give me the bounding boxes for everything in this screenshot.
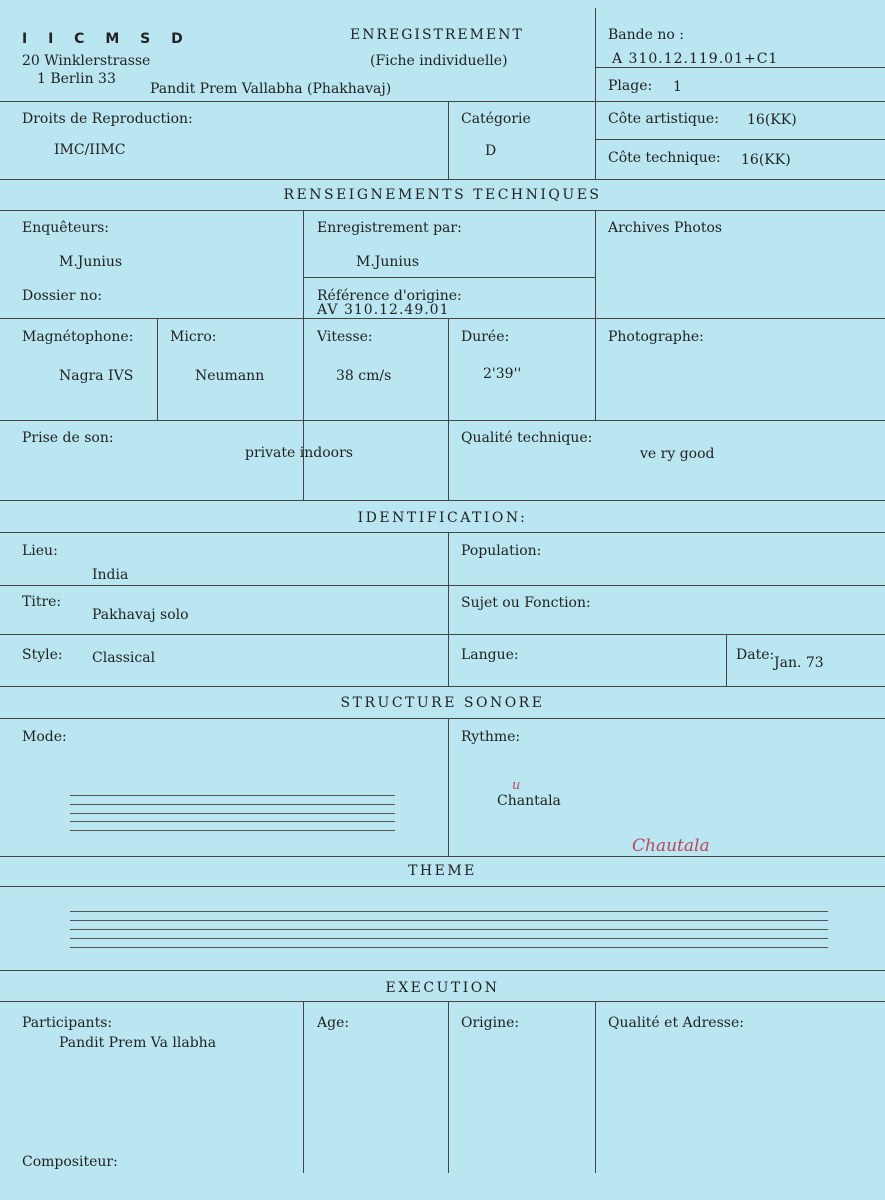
divider: [595, 8, 596, 179]
blank-line: [70, 804, 395, 805]
section-title-identification: IDENTIFICATION:: [357, 510, 528, 526]
section-title-execution: EXECUTION: [385, 980, 500, 996]
categorie-value: D: [485, 143, 497, 159]
micro-value: Neumann: [195, 368, 265, 384]
categorie-label: Catégorie: [461, 111, 531, 127]
enqueteurs-label: Enquêteurs:: [22, 220, 110, 236]
divider: [448, 318, 449, 500]
enregistrement-par-label: Enregistrement par:: [317, 220, 462, 236]
address-city: 1 Berlin 33: [37, 71, 116, 87]
duree-label: Durée:: [461, 329, 510, 345]
sujet-fonction-label: Sujet ou Fonction:: [461, 595, 591, 611]
rythme-handwritten: Chautala: [632, 836, 710, 856]
reference-value: AV 310.12.49.01: [317, 302, 450, 318]
age-label: Age:: [317, 1015, 350, 1031]
divider: [595, 1001, 596, 1173]
date-value: Jan. 73: [774, 655, 824, 671]
enregistrement-par-value: M.Junius: [356, 254, 420, 270]
vitesse-label: Vitesse:: [317, 329, 373, 345]
divider: [448, 718, 449, 856]
duree-value: 2'39'': [483, 366, 522, 382]
qualite-technique-value: ve ry good: [640, 446, 715, 462]
langue-label: Langue:: [461, 647, 519, 663]
blank-line: [70, 821, 395, 822]
prise-de-son-value: private indoors: [245, 445, 353, 461]
blank-line: [70, 938, 828, 939]
divider: [0, 318, 885, 319]
divider: [0, 420, 885, 421]
divider: [595, 67, 885, 68]
divider: [0, 179, 885, 180]
date-label: Date:: [736, 647, 775, 663]
divider: [0, 532, 885, 533]
rythme-correction: u: [512, 778, 521, 793]
blank-line: [70, 813, 395, 814]
droits-label: Droits de Reproduction:: [22, 111, 193, 127]
photographe-label: Photographe:: [608, 329, 704, 345]
divider: [0, 210, 885, 211]
divider: [303, 1001, 304, 1173]
population-label: Population:: [461, 543, 542, 559]
droits-value: IMC/IIMC: [54, 142, 126, 158]
style-label: Style:: [22, 647, 63, 663]
rythme-label: Rythme:: [461, 729, 521, 745]
cote-artistique-label: Côte artistique:: [608, 111, 719, 127]
titre-label: Titre:: [22, 594, 62, 610]
divider: [0, 686, 885, 687]
blank-line: [70, 920, 828, 921]
cote-technique-value: 16(KK): [741, 152, 791, 168]
divider: [157, 318, 158, 420]
divider: [0, 718, 885, 719]
blank-line: [70, 929, 828, 930]
section-title-technical: RENSEIGNEMENTS TECHNIQUES: [283, 187, 602, 203]
divider: [595, 139, 885, 140]
blank-line: [70, 795, 395, 796]
rythme-value: Chantala: [497, 793, 561, 809]
magnetophone-value: Nagra IVS: [59, 368, 134, 384]
divider: [0, 886, 885, 887]
magnetophone-label: Magnétophone:: [22, 329, 134, 345]
divider: [726, 634, 727, 686]
cote-technique-label: Côte technique:: [608, 150, 721, 166]
divider: [448, 1001, 449, 1173]
blank-line: [70, 830, 395, 831]
plage-label: Plage:: [608, 78, 653, 94]
reference-label: Référence d'origine:: [317, 288, 462, 304]
org-name: I I C M S D: [22, 31, 191, 47]
divider: [595, 210, 596, 420]
qualite-technique-label: Qualité technique:: [461, 430, 593, 446]
micro-label: Micro:: [170, 329, 217, 345]
card-subtitle: (Fiche individuelle): [370, 53, 508, 69]
section-title-theme: THEME: [408, 863, 477, 879]
compositeur-label: Compositeur:: [22, 1154, 118, 1170]
bande-label: Bande no :: [608, 27, 684, 43]
divider: [0, 1001, 885, 1002]
divider: [0, 585, 885, 586]
style-value: Classical: [92, 650, 156, 666]
card-title: ENREGISTREMENT: [350, 27, 524, 43]
titre-value: Pakhavaj solo: [92, 607, 189, 623]
dossier-label: Dossier no:: [22, 288, 103, 304]
divider: [448, 101, 449, 179]
address-street: 20 Winklerstrasse: [22, 53, 151, 69]
performer-name: Pandit Prem Vallabha (Phakhavaj): [150, 81, 392, 97]
bande-value: A 310.12.119.01+C1: [612, 51, 779, 67]
divider: [0, 101, 885, 102]
participants-value: Pandit Prem Va llabha: [59, 1035, 217, 1051]
divider: [0, 500, 885, 501]
mode-label: Mode:: [22, 729, 67, 745]
divider: [0, 856, 885, 857]
prise-de-son-label: Prise de son:: [22, 430, 114, 446]
divider: [448, 532, 449, 686]
lieu-value: India: [92, 567, 129, 583]
plage-value: 1: [673, 79, 682, 95]
vitesse-value: 38 cm/s: [336, 368, 392, 384]
participants-label: Participants:: [22, 1015, 113, 1031]
divider: [303, 277, 595, 278]
blank-line: [70, 911, 828, 912]
divider: [0, 634, 885, 635]
origine-label: Origine:: [461, 1015, 520, 1031]
qualite-adresse-label: Qualité et Adresse:: [608, 1015, 744, 1031]
enqueteurs-value: M.Junius: [59, 254, 123, 270]
divider: [0, 970, 885, 971]
cote-artistique-value: 16(KK): [747, 112, 797, 128]
lieu-label: Lieu:: [22, 543, 58, 559]
archives-photos-label: Archives Photos: [608, 220, 723, 236]
section-title-structure: STRUCTURE SONORE: [340, 695, 545, 711]
blank-line: [70, 947, 828, 948]
